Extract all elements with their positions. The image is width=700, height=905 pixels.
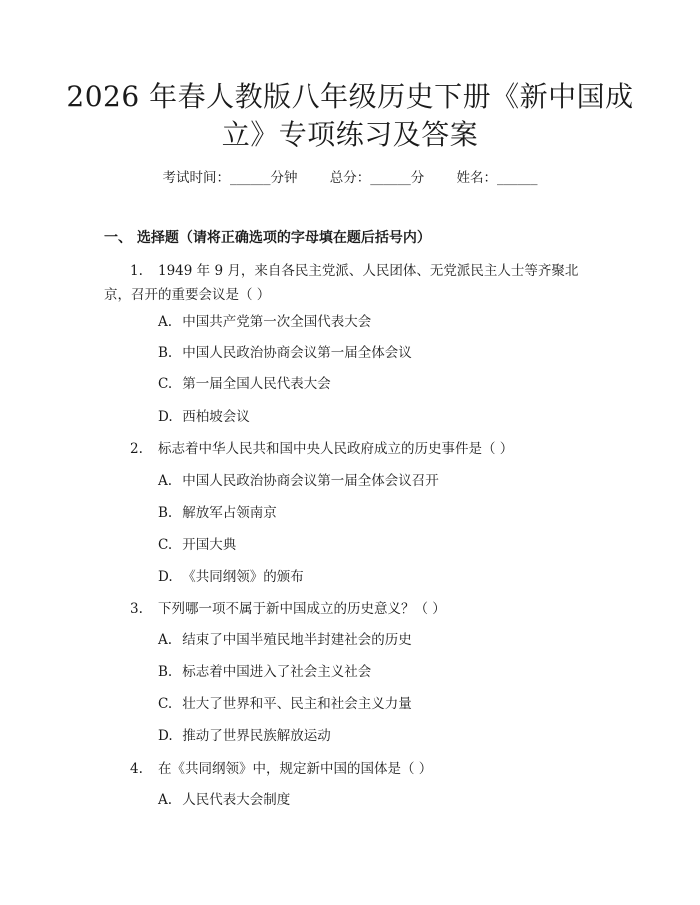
option-text: 《共同纲领》的颁布 xyxy=(182,569,304,585)
question-1-option-c xyxy=(158,374,331,394)
exam-time-field xyxy=(162,168,297,188)
option-letter: A. xyxy=(158,473,173,489)
total-score-unit: 分 xyxy=(410,170,425,186)
option-text: 结束了中国半殖民地半封建社会的历史 xyxy=(182,632,412,648)
question-text: 标志着中华人民共和国中央人民政府成立的历史事件是（ ） xyxy=(158,441,514,457)
question-3-option-c xyxy=(158,694,412,714)
question-text: 下列哪一项不属于新中国成立的历史意义？（ ） xyxy=(158,601,446,617)
total-score-blank: ______ xyxy=(370,170,411,186)
exam-time-unit: 分钟 xyxy=(270,170,298,186)
option-letter: B. xyxy=(158,664,173,680)
student-name-field xyxy=(457,168,538,188)
question-number: 1. xyxy=(130,263,143,279)
option-letter: A. xyxy=(158,792,173,808)
total-score-label: 总分： xyxy=(329,170,371,186)
question-4 xyxy=(104,757,604,781)
question-2 xyxy=(104,437,604,461)
option-letter: C. xyxy=(158,696,173,712)
option-text: 解放军占领南京 xyxy=(182,505,277,521)
option-letter: D. xyxy=(158,728,173,744)
option-text: 开国大典 xyxy=(182,537,237,553)
question-2-option-b xyxy=(158,503,277,523)
question-1-option-d xyxy=(158,407,250,427)
option-text: 壮大了世界和平、民主和社会主义力量 xyxy=(182,696,412,712)
question-3-option-a xyxy=(158,630,412,650)
exam-time-label: 考试时间： xyxy=(162,170,230,186)
question-2-option-a xyxy=(158,471,439,491)
option-letter: C. xyxy=(158,376,173,392)
option-text: 中国共产党第一次全国代表大会 xyxy=(182,314,372,330)
option-letter: D. xyxy=(158,569,173,585)
student-name-label: 姓名： xyxy=(456,170,498,186)
question-3-option-d xyxy=(158,726,331,746)
option-letter: B. xyxy=(158,505,173,521)
option-text: 人民代表大会制度 xyxy=(182,792,291,808)
section-title: 一、 选择题（请将正确选项的字母填在题后括号内） xyxy=(104,230,431,246)
question-3-option-b xyxy=(158,662,371,682)
option-text: 标志着中国进入了社会主义社会 xyxy=(182,664,372,680)
total-score-field xyxy=(330,168,425,188)
question-3 xyxy=(104,597,604,621)
option-letter: B. xyxy=(158,345,173,361)
question-text: 1949 年 9 月，来自各民主党派、人民团体、无党派民主人士等齐聚北京，召开的重要会议是（ ） xyxy=(104,263,579,303)
option-text: 中国人民政治协商会议第一届全体会议 xyxy=(182,345,412,361)
question-number: 4. xyxy=(130,761,143,777)
question-number: 3. xyxy=(130,601,143,617)
option-text: 推动了世界民族解放运动 xyxy=(182,728,331,744)
document-title: 2026 年春人教版八年级历史下册《新中国成立》专项练习及答案 xyxy=(66,80,634,151)
question-text: 在《共同纲领》中，规定新中国的国体是（ ） xyxy=(158,761,433,777)
question-1-option-b xyxy=(158,343,412,363)
question-1 xyxy=(104,259,604,307)
option-letter: A. xyxy=(158,632,173,648)
option-letter: C. xyxy=(158,537,173,553)
option-text: 第一届全国人民代表大会 xyxy=(182,376,331,392)
question-2-option-c xyxy=(158,535,236,555)
question-number: 2. xyxy=(130,441,143,457)
student-name-blank: ______ xyxy=(497,170,538,186)
option-text: 中国人民政治协商会议第一届全体会议召开 xyxy=(182,473,439,489)
option-text: 西柏坡会议 xyxy=(182,409,250,425)
option-letter: D. xyxy=(158,409,173,425)
question-4-option-a xyxy=(158,790,290,810)
exam-info-line xyxy=(0,168,700,188)
question-2-option-d xyxy=(158,567,304,587)
option-letter: A. xyxy=(158,314,173,330)
question-1-option-a xyxy=(158,312,371,332)
exam-time-blank: ______ xyxy=(229,170,271,186)
